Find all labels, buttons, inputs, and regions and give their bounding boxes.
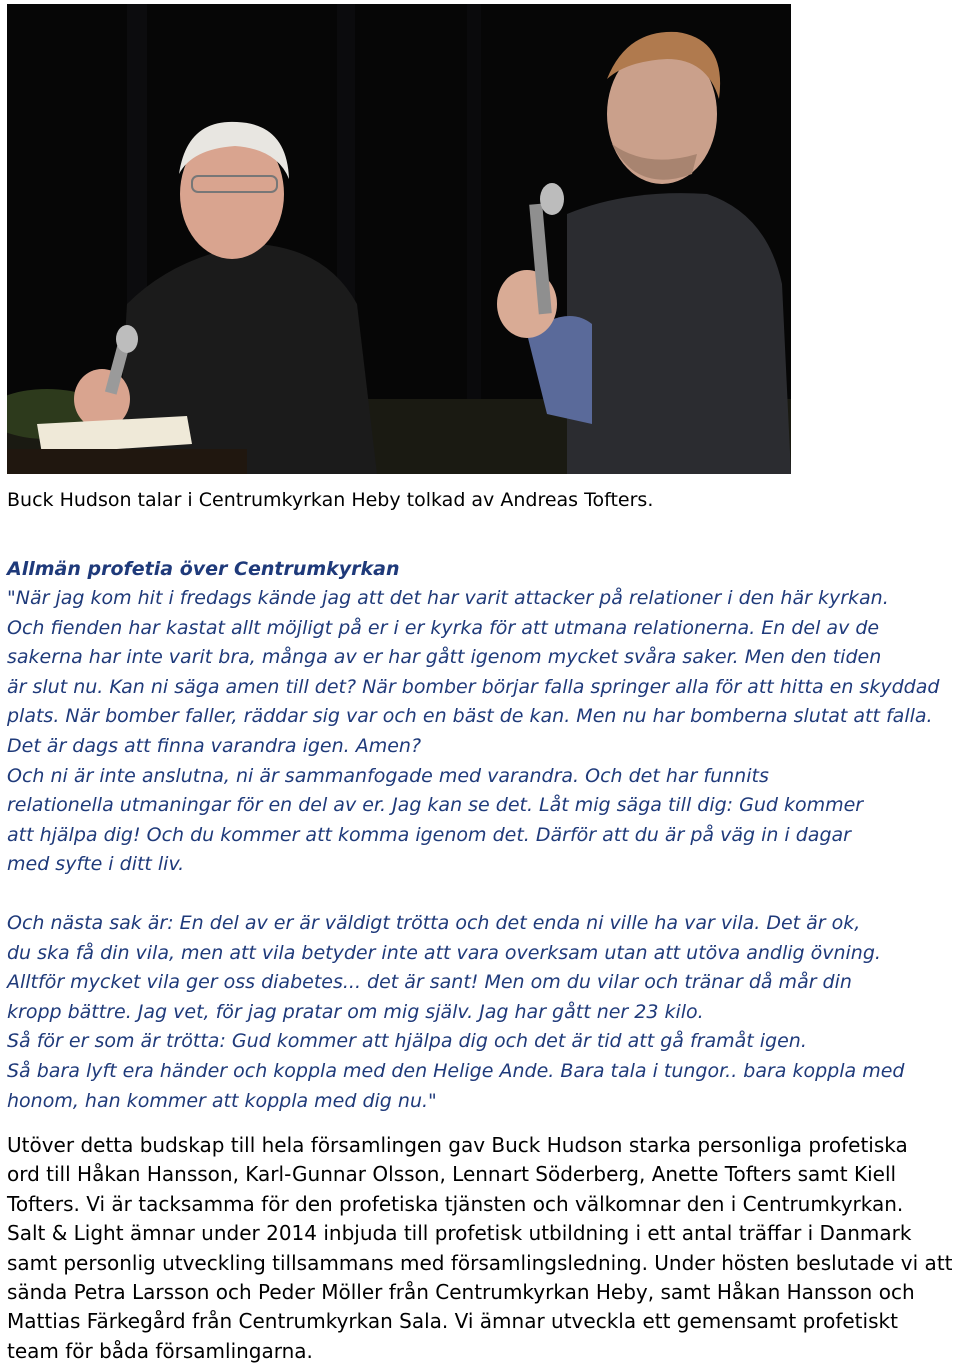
- report-line: Mattias Färkegård från Centrumkyrkan Sala. Vi ämnar utveckla ett gemensamt profetiskt: [7, 1309, 898, 1334]
- prophecy-line: Så för er som är trötta: Gud kommer att hjälpa dig och det är tid att gå framåt igen.: [7, 1030, 807, 1053]
- report-paragraph: [7, 1131, 957, 1366]
- prophecy-line: Och nästa sak är: En del av er är väldigt trötta och det enda ni ville ha var vila. Det är ok,: [7, 911, 861, 934]
- prophecy-line: honom, han kommer att koppla med dig nu.": [7, 1089, 437, 1112]
- prophecy-line: Alltför mycket vila ger oss diabetes... det är sant! Men om du vilar och tränar då mår din: [7, 971, 852, 994]
- prophecy-line: med syfte i ditt liv.: [7, 853, 185, 876]
- prophecy-line: kropp bättre. Jag vet, för jag pratar om mig själv. Jag har gått ner 23 kilo.: [7, 1000, 704, 1023]
- prophecy-paragraph-1: [7, 584, 957, 880]
- prophecy-line: Och fienden har kastat allt möjligt på er i er kyrka för att utmana relationerna. En del av de: [7, 616, 880, 639]
- prophecy-line: Så bara lyft era händer och koppla med den Helige Ande. Bara tala i tungor.. bara koppla med: [7, 1059, 905, 1082]
- prophecy-paragraph-2: [7, 909, 957, 1116]
- prophecy-line: "När jag kom hit i fredags kände jag att det har varit attacker på relationer i den här kyrkan.: [7, 587, 889, 609]
- paragraph-gap: [7, 880, 957, 909]
- prophecy-line: sakerna har inte varit bra, många av er har gått igenom mycket svåra saker. Men den tiden: [7, 646, 882, 669]
- report-line: team för båda församlingarna.: [7, 1338, 313, 1363]
- speakers-photo: [7, 4, 791, 474]
- prophecy-line: relationella utmaningar för en del av er. Jag kan se det. Låt mig säga till dig: Gud kommer: [7, 794, 864, 817]
- report-line: ord till Håkan Hansson, Karl-Gunnar Olsson, Lennart Söderberg, Anette Tofters samt Kiell: [7, 1162, 897, 1187]
- prophecy-line: att hjälpa dig! Och du kommer att komma igenom det. Därför att du är på väg in i dagar: [7, 823, 851, 846]
- prophecy-line: du ska få din vila, men att vila betyder inte att vara overksam utan att utöva andlig övning.: [7, 941, 881, 964]
- report-line: Tofters. Vi är tacksamma för den profetiska tjänsten och välkomnar den i Centrumkyrkan.: [7, 1191, 904, 1216]
- report-line: Utöver detta budskap till hela församlingen gav Buck Hudson starka personliga profetiska: [7, 1133, 908, 1157]
- prophecy-line: Det är dags att finna varandra igen. Amen?: [7, 734, 422, 757]
- prophecy-section: [7, 555, 957, 1116]
- report-line: Salt & Light ämnar under 2014 inbjuda till profetisk utbildning i ett antal träffar i Danmark: [7, 1221, 912, 1246]
- prophecy-line: Och ni är inte anslutna, ni är sammanfogade med varandra. Och det har funnits: [7, 764, 769, 787]
- report-line: sända Petra Larsson och Peder Möller från Centrumkyrkan Heby, samt Håkan Hansson och: [7, 1280, 915, 1305]
- prophecy-line: är slut nu. Kan ni säga amen till det? När bomber börjar falla springer alla för att hitta en skyddad: [7, 675, 940, 698]
- prophecy-heading: Allmän profetia över Centrumkyrkan: [7, 558, 400, 580]
- prophecy-line: plats. När bomber faller, räddar sig var och en bäst de kan. Men nu har bomberna slutat att falla.: [7, 705, 933, 728]
- report-line: samt personlig utveckling tillsammans med församlingsledning. Under hösten beslutade vi att: [7, 1250, 953, 1275]
- speakers-photo-illustration: [7, 4, 791, 474]
- photo-caption: Buck Hudson talar i Centrumkyrkan Heby tolkad av Andreas Tofters.: [7, 489, 654, 511]
